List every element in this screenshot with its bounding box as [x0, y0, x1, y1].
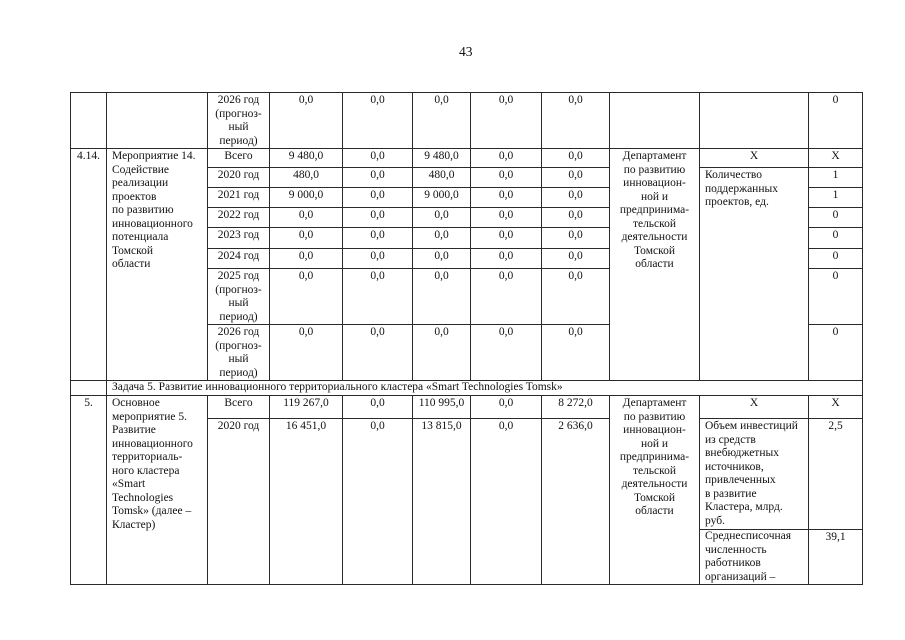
amount-cell: 0,0 [471, 419, 542, 585]
amount-cell: 0,0 [471, 325, 542, 381]
year-cell: 2022 год [208, 208, 270, 228]
indicator-value-cell: 0 [809, 93, 863, 149]
amount-cell: 0,0 [343, 419, 413, 585]
indicator-value-cell: 2,5 [809, 419, 863, 530]
amount-cell: 9 000,0 [413, 188, 471, 208]
amount-cell: 0,0 [413, 269, 471, 325]
amount-cell: 0,0 [270, 249, 343, 269]
year-cell: 2025 год (прогноз- ный период) [208, 269, 270, 325]
indicator-value-cell: 1 [809, 188, 863, 208]
year-cell: 2020 год [208, 419, 270, 585]
amount-cell: 0,0 [270, 269, 343, 325]
indicator-value-cell: 0 [809, 208, 863, 228]
amount-cell: 0,0 [413, 228, 471, 249]
indicator-value-cell: X [809, 396, 863, 419]
amount-cell: 0,0 [270, 208, 343, 228]
amount-cell: 16 451,0 [270, 419, 343, 585]
amount-cell: 0,0 [471, 269, 542, 325]
indicator-value-cell: 1 [809, 168, 863, 188]
amount-cell: 480,0 [270, 168, 343, 188]
amount-cell: 9 480,0 [270, 149, 343, 168]
item-number-cell [71, 381, 107, 396]
table-row [71, 93, 863, 149]
amount-cell: 0,0 [413, 325, 471, 381]
amount-cell: 0,0 [270, 228, 343, 249]
item-number-cell [71, 93, 107, 149]
indicator-name-cell: Среднесписочная численность работников организаций – [700, 530, 809, 585]
year-cell: 2023 год [208, 228, 270, 249]
year-cell: Всего [208, 396, 270, 419]
amount-cell: 0,0 [270, 93, 343, 149]
amount-cell: 0,0 [542, 149, 610, 168]
amount-cell: 119 267,0 [270, 396, 343, 419]
indicator-name-cell [700, 93, 809, 149]
amount-cell: 0,0 [343, 208, 413, 228]
amount-cell: 0,0 [471, 396, 542, 419]
indicator-value-cell: 39,1 [809, 530, 863, 585]
amount-cell: 110 995,0 [413, 396, 471, 419]
amount-cell: 0,0 [343, 188, 413, 208]
year-cell: 2024 год [208, 249, 270, 269]
amount-cell: 0,0 [413, 249, 471, 269]
amount-cell: 0,0 [343, 396, 413, 419]
year-cell: 2026 год (прогноз- ный период) [208, 93, 270, 149]
amount-cell: 0,0 [542, 208, 610, 228]
indicator-value-cell: 0 [809, 269, 863, 325]
amount-cell: 0,0 [343, 325, 413, 381]
indicator-value-cell: 0 [809, 325, 863, 381]
amount-cell: 9 000,0 [270, 188, 343, 208]
table-row [71, 149, 863, 168]
amount-cell: 0,0 [471, 188, 542, 208]
indicator-value-cell: 0 [809, 228, 863, 249]
item-number-cell: 5. [71, 396, 107, 585]
amount-cell: 8 272,0 [542, 396, 610, 419]
item-name-cell: Основное мероприятие 5. Развитие инновационного территориаль- ного кластера «Smart Technologies Tomsk» (далее – Кластер) [107, 396, 208, 585]
amount-cell: 0,0 [542, 228, 610, 249]
amount-cell: 0,0 [542, 269, 610, 325]
amount-cell: 0,0 [471, 249, 542, 269]
amount-cell: 0,0 [471, 208, 542, 228]
amount-cell: 0,0 [471, 228, 542, 249]
item-name-cell: Мероприятие 14. Содействие реализации проектов по развитию инновационного потенциала Томской области [107, 149, 208, 381]
indicator-name-cell: Количество поддержанных проектов, ед. [700, 168, 809, 381]
amount-cell: 0,0 [542, 249, 610, 269]
task-title-cell: Задача 5. Развитие инновационного территориального кластера «Smart Technologies Tomsk» [107, 381, 863, 396]
indicator-name-cell: X [700, 149, 809, 168]
amount-cell: 0,0 [343, 168, 413, 188]
amount-cell: 0,0 [413, 208, 471, 228]
amount-cell: 0,0 [343, 269, 413, 325]
amount-cell: 0,0 [471, 149, 542, 168]
indicator-value-cell: 0 [809, 249, 863, 269]
amount-cell: 0,0 [343, 93, 413, 149]
item-number-cell: 4.14. [71, 149, 107, 381]
program-activities-table [70, 92, 863, 585]
year-cell: 2021 год [208, 188, 270, 208]
indicator-name-cell: X [700, 396, 809, 419]
department-cell [610, 93, 700, 149]
amount-cell: 0,0 [542, 93, 610, 149]
amount-cell: 0,0 [542, 325, 610, 381]
department-cell: Департамент по развитию инновацион- ной и предпринима- тельской деятельности Томской области [610, 149, 700, 381]
department-cell: Департамент по развитию инновацион- ной и предпринима- тельской деятельности Томской области [610, 396, 700, 585]
amount-cell: 0,0 [542, 168, 610, 188]
amount-cell: 0,0 [471, 93, 542, 149]
amount-cell: 13 815,0 [413, 419, 471, 585]
amount-cell: 0,0 [343, 149, 413, 168]
amount-cell: 0,0 [270, 325, 343, 381]
year-cell: 2020 год [208, 168, 270, 188]
year-cell: 2026 год (прогноз- ный период) [208, 325, 270, 381]
year-cell: Всего [208, 149, 270, 168]
task-row [71, 381, 863, 396]
item-name-cell [107, 93, 208, 149]
page-number: 43 [459, 44, 473, 59]
amount-cell: 0,0 [343, 249, 413, 269]
amount-cell: 0,0 [413, 93, 471, 149]
amount-cell: 0,0 [343, 228, 413, 249]
amount-cell: 2 636,0 [542, 419, 610, 585]
amount-cell: 480,0 [413, 168, 471, 188]
amount-cell: 0,0 [542, 188, 610, 208]
amount-cell: 0,0 [471, 168, 542, 188]
amount-cell: 9 480,0 [413, 149, 471, 168]
indicator-value-cell: X [809, 149, 863, 168]
table-row [71, 396, 863, 419]
indicator-name-cell: Объем инвестиций из средств внебюджетных источников, привлеченных в развитие Кластера, млрд. руб. [700, 419, 809, 530]
